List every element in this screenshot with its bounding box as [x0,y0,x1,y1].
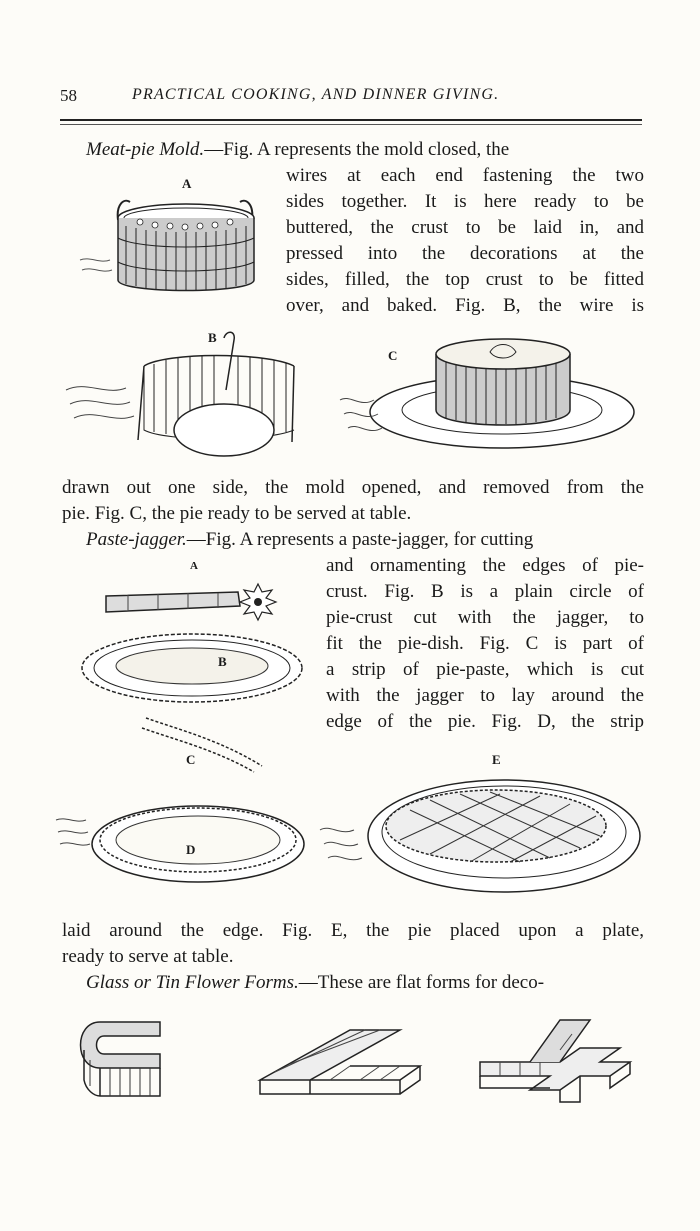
meat-pie-line-8: drawn out one side, the mold opened, and removed from the [62,477,644,498]
meat-pie-line-1: Meat-pie Mold.—Fig. A represents the mold closed, the [86,139,510,160]
fig-a-label: A [182,176,192,191]
meat-pie-line-7: over, and baked. Fig. B, the wire is [286,295,644,316]
paste-jagger-line-10: ready to serve at table. [62,946,234,967]
meat-pie-line-9: pie. Fig. C, the pie ready to be served at table. [62,503,412,524]
jagger-fig-e-label: E [492,752,501,767]
page-header [60,84,640,114]
pie-crust-circle-illustration [76,628,308,708]
meat-pie-line-4: buttered, the crust to be laid in, and [286,217,644,238]
paste-jagger-line-2: and ornamenting the edges of pie- [326,555,644,576]
paste-jagger-line-3: crust. Fig. B is a plain circle of [326,581,644,602]
strip-laid-around-edge-illustration [56,790,316,890]
jagger-fig-d-label: D [186,842,196,857]
meat-pie-mold-open-illustration [66,330,306,470]
meat-pie-line-3: sides together. It is here ready to be [286,191,644,212]
flower-forms-illustration [60,1010,640,1120]
paste-jagger-line-5: fit the pie-dish. Fig. C is part of [326,633,644,654]
meat-pie-heading: Meat-pie Mold. [86,139,205,160]
page-number: 58 [60,86,77,105]
jagger-fig-b-label: B [218,654,227,669]
meat-pie-line-6: sides, filled, the top crust to be fitted [286,269,644,290]
pie-ready-to-serve-illustration [340,330,640,460]
paste-jagger-line-8: edge of the pie. Fig. D, the strip [326,711,644,732]
paste-jagger-heading: Paste-jagger. [86,529,187,550]
paste-jagger-line-7: with the jagger to lay around the [326,685,644,706]
paste-jagger-line-9: laid around the edge. Fig. E, the pie placed upon a plate, [62,920,644,941]
header-rule [60,119,642,121]
meat-pie-line-5: pressed into the decorations at the [286,243,644,264]
fig-c-label: C [388,348,398,363]
header-rule-thin [60,124,642,125]
fig-b-label: B [208,330,217,345]
paste-jagger-tool-illustration [88,580,288,630]
pie-paste-strip-illustration [140,712,270,772]
paste-jagger-line-1: Paste-jagger.—Fig. A represents a paste-jagger, for cutting [86,529,534,550]
meat-pie-mold-closed-illustration [80,190,270,300]
paste-jagger-line-4: pie-crust cut with the jagger, to [326,607,644,628]
jagger-fig-c-label: C [186,752,196,767]
running-title: PRACTICAL COOKING, AND DINNER GIVING. [132,86,500,103]
pie-placed-on-plate-illustration [320,770,644,900]
jagger-fig-a-label: A [190,560,198,572]
flower-forms-line-1: Glass or Tin Flower Forms.—These are flat forms for deco- [86,972,545,993]
flower-forms-heading: Glass or Tin Flower Forms. [86,972,299,993]
meat-pie-line-2: wires at each end fastening the two [286,165,644,186]
paste-jagger-line-6: a strip of pie-paste, which is cut [326,659,644,680]
